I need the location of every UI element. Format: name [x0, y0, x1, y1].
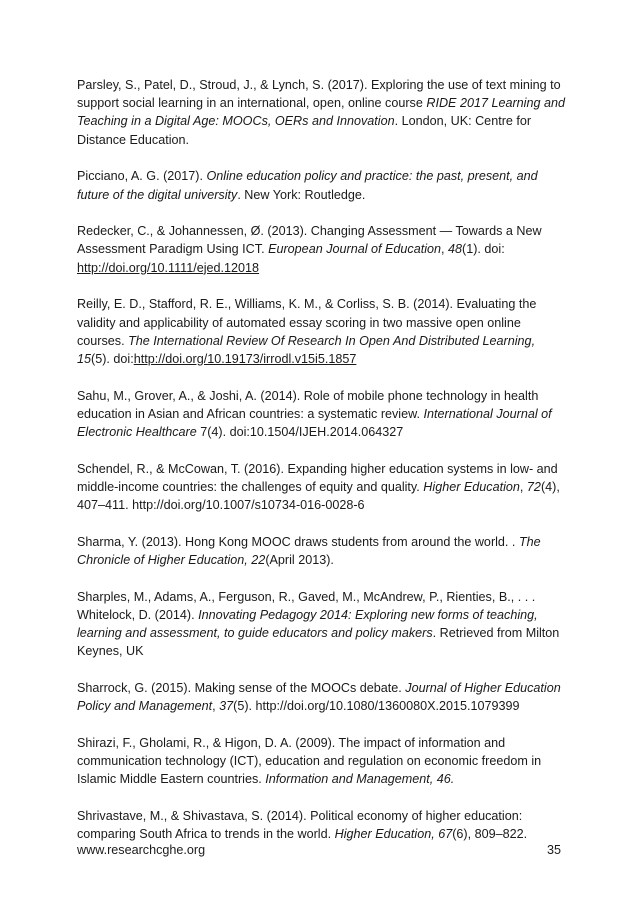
reference-entry: [77, 734, 567, 789]
reference-text: Sharples, M., Adams, A., Ferguson, R., Gaved, M., McAndrew, P., Rienties, B., . . . Whitelock, D. (2014).: [77, 589, 536, 622]
reference-italic-text: International Journal of Electronic Healthcare: [77, 406, 552, 440]
reference-italic-text: European Journal of Education: [268, 242, 442, 257]
reference-entry: [77, 167, 567, 203]
reference-entry: [77, 533, 567, 569]
reference-text: (April 2013).: [265, 553, 334, 568]
reference-text: Sharma, Y. (2013). Hong Kong MOOC draws students from around the world. .: [77, 534, 519, 549]
reference-text: Shrivastave, M., & Shivastava, S. (2014). Political economy of higher education: comparing South Africa to trends in the world.: [77, 809, 523, 842]
reference-italic-text: Online education policy and practice: the past, present, and future of the digital university: [77, 169, 538, 202]
reference-entry: [77, 387, 567, 442]
reference-italic-text: Innovating Pedagogy 2014: Exploring new forms of teaching, learning and assessment, to guide educators and policy makers: [77, 607, 538, 641]
reference-doi-link[interactable]: http://doi.org/10.19173/irrodl.v15i5.1857: [133, 351, 357, 366]
reference-entry: [77, 807, 567, 843]
reference-entry: [77, 588, 567, 661]
reference-text: Shirazi, F., Gholami, R., & Higon, D. A. (2009). The impact of information and communication technology (ICT), education and regulation on economic freedom in Islamic Middle Eastern countries.: [77, 735, 542, 787]
reference-entry: [77, 295, 567, 368]
reference-entry: [77, 222, 567, 277]
reference-text: . London, UK: Centre for Distance Education.: [77, 114, 532, 147]
reference-italic-text: The International Review Of Research In Open And Distributed Learning, 15: [77, 333, 536, 366]
reference-italic-text: 37: [219, 699, 234, 714]
reference-text: ,: [212, 699, 220, 714]
reference-text: . New York: Routledge.: [237, 187, 366, 202]
reference-entry: [77, 76, 567, 149]
reference-italic-text: 48: [448, 242, 463, 257]
reference-text: (6), 809–822.: [452, 827, 528, 842]
reference-text: Sahu, M., Grover, A., & Joshi, A. (2014). Role of mobile phone technology in health education in Asian and African countries: a systematic review.: [77, 388, 539, 421]
reference-text: Schendel, R., & McCowan, T. (2016). Expanding higher education systems in low- and middle-income countries: the challenges of equity and quality.: [77, 461, 558, 494]
reference-text: (5). http://doi.org/10.1080/1360080X.2015.1079399: [233, 699, 520, 714]
reference-text: Parsley, S., Patel, D., Stroud, J., & Lynch, S. (2017). Exploring the use of text mining to support social learning in an international, open, online course: [77, 78, 561, 111]
footer-website: www.researchcghe.org: [77, 843, 206, 857]
reference-italic-text: RIDE 2017 Learning and Teaching in a Digital Age: MOOCs, OERs and Innovation: [77, 96, 565, 129]
reference-text: (1). doi:: [462, 242, 505, 257]
reference-entry: [77, 679, 567, 715]
reference-italic-text: Journal of Higher Education Policy and Management: [77, 681, 561, 714]
reference-italic-text: Higher Education, 67: [334, 827, 453, 842]
reference-text: Redecker, C., & Johannessen, Ø. (2013). Changing Assessment — Towards a New Assessment Paradigm Using ICT.: [77, 224, 542, 257]
reference-italic-text: Information and Management, 46.: [265, 772, 455, 787]
reference-text: Picciano, A. G. (2017).: [77, 169, 207, 184]
reference-text: . Retrieved from Milton Keynes, UK: [77, 626, 560, 659]
reference-entry: [77, 460, 567, 515]
reference-italic-text: 72: [526, 479, 541, 494]
reference-list: [77, 76, 567, 862]
reference-text: (4), 407–411. http://doi.org/10.1007/s10734-016-0028-6: [77, 479, 560, 513]
reference-text: 7(4). doi:10.1504/IJEH.2014.064327: [196, 425, 404, 440]
reference-text: ,: [441, 242, 449, 257]
reference-italic-text: Higher Education: [423, 479, 520, 494]
page-number: 35: [546, 843, 561, 857]
reference-text: (5). doi:: [91, 351, 134, 366]
reference-italic-text: The Chronicle of Higher Education, 22: [77, 534, 541, 568]
reference-text: ,: [519, 479, 527, 494]
reference-text: Reilly, E. D., Stafford, R. E., Williams, K. M., & Corliss, S. B. (2014). Evaluating the validity and applicability of automated essay scoring in two massive open online courses.: [77, 297, 537, 348]
reference-text: Sharrock, G. (2015). Making sense of the MOOCs debate.: [77, 681, 406, 696]
reference-doi-link[interactable]: http://doi.org/10.1111/ejed.12018: [77, 260, 260, 275]
